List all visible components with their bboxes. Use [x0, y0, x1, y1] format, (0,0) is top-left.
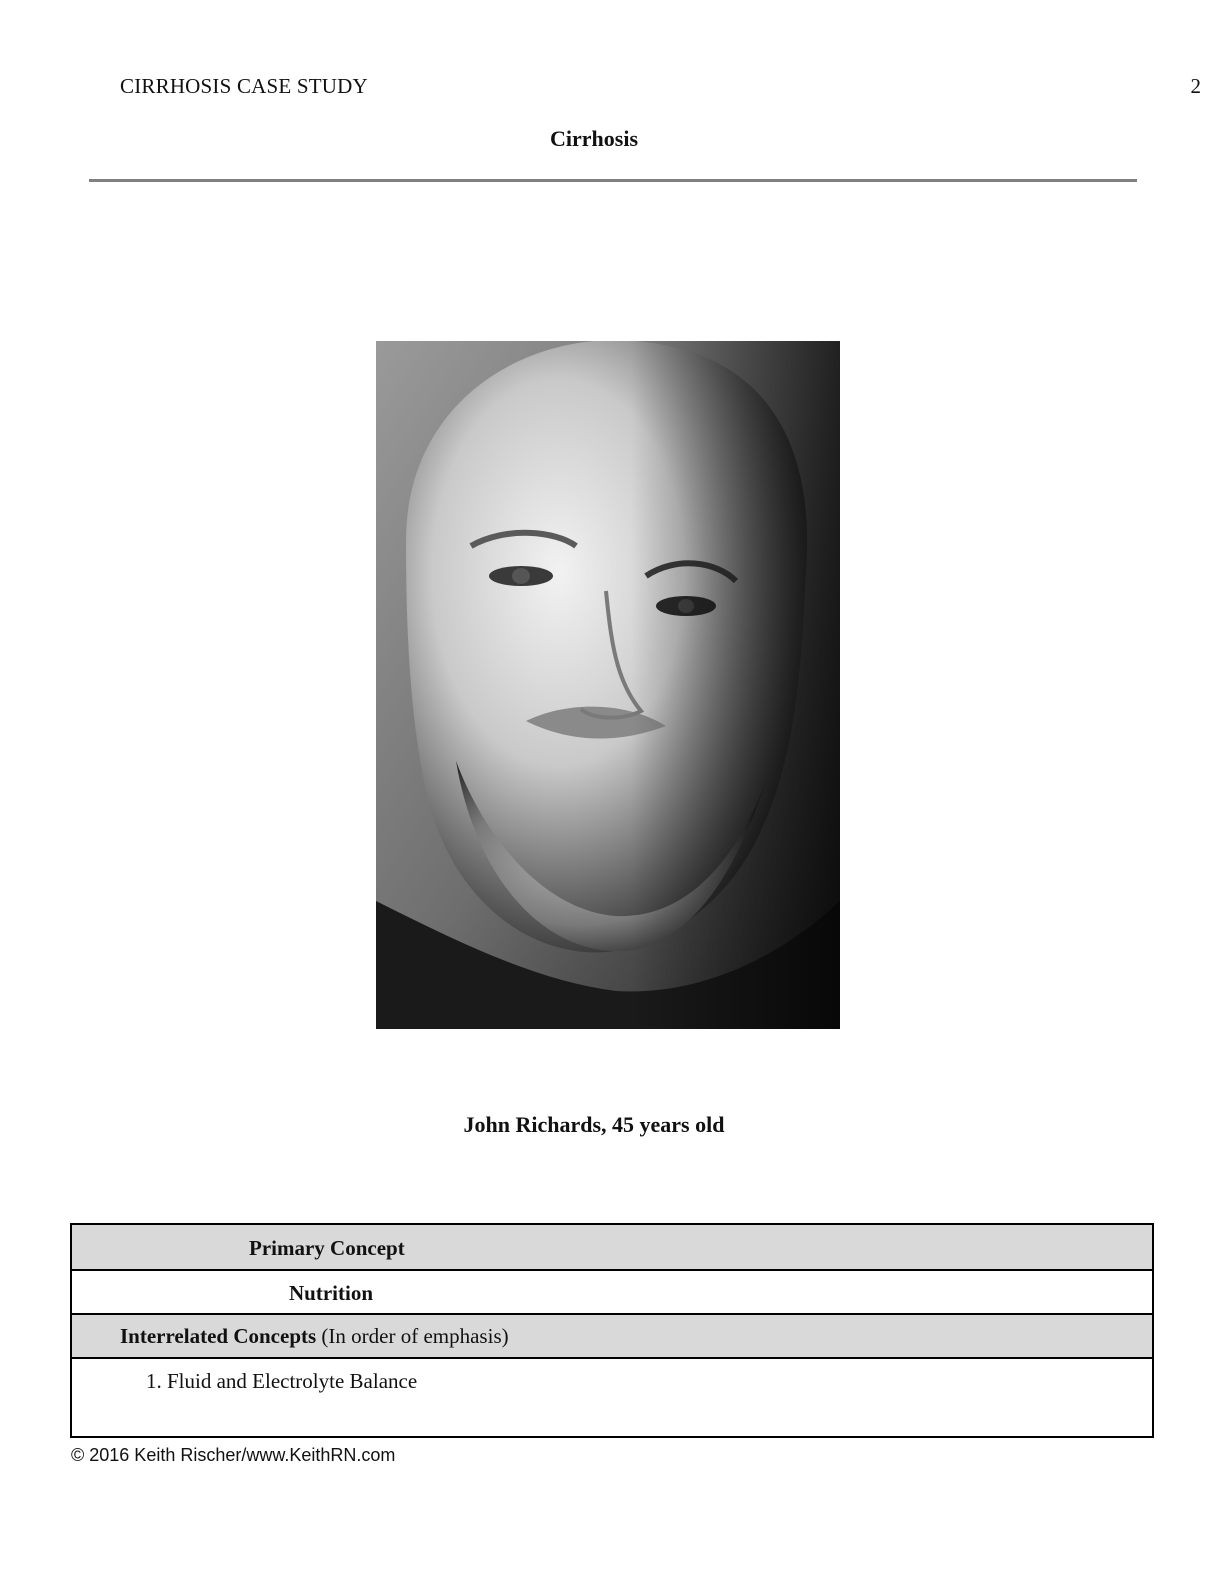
portrait-photo-icon	[376, 341, 840, 1029]
document-title: Cirrhosis	[550, 126, 638, 151]
interrelated-concepts-list-row	[72, 1359, 1152, 1436]
title-rule	[89, 179, 1137, 182]
patient-photo	[376, 341, 840, 1029]
concept-table	[70, 1223, 1154, 1438]
interrelated-concepts-header-row	[72, 1315, 1152, 1359]
primary-concept-value-row	[72, 1271, 1152, 1315]
primary-concept-header-row	[72, 1225, 1152, 1271]
interrelated-concepts-note: (In order of emphasis)	[321, 1324, 509, 1348]
photo-caption: John Richards, 45 years old	[463, 1112, 725, 1137]
copyright-footer: © 2016 Keith Rischer/www.KeithRN.com	[71, 1445, 396, 1465]
running-head: CIRRHOSIS CASE STUDY	[120, 74, 368, 98]
primary-concept-header: Primary Concept	[249, 1236, 405, 1260]
interrelated-concepts-label: Interrelated Concepts	[120, 1324, 317, 1348]
page-number: 2	[1190, 74, 1201, 98]
interrelated-concepts-header	[72, 1315, 1152, 1349]
primary-concept-value: Nutrition	[289, 1281, 373, 1305]
interrelated-concept-item: 1. Fluid and Electrolyte Balance	[146, 1369, 418, 1393]
